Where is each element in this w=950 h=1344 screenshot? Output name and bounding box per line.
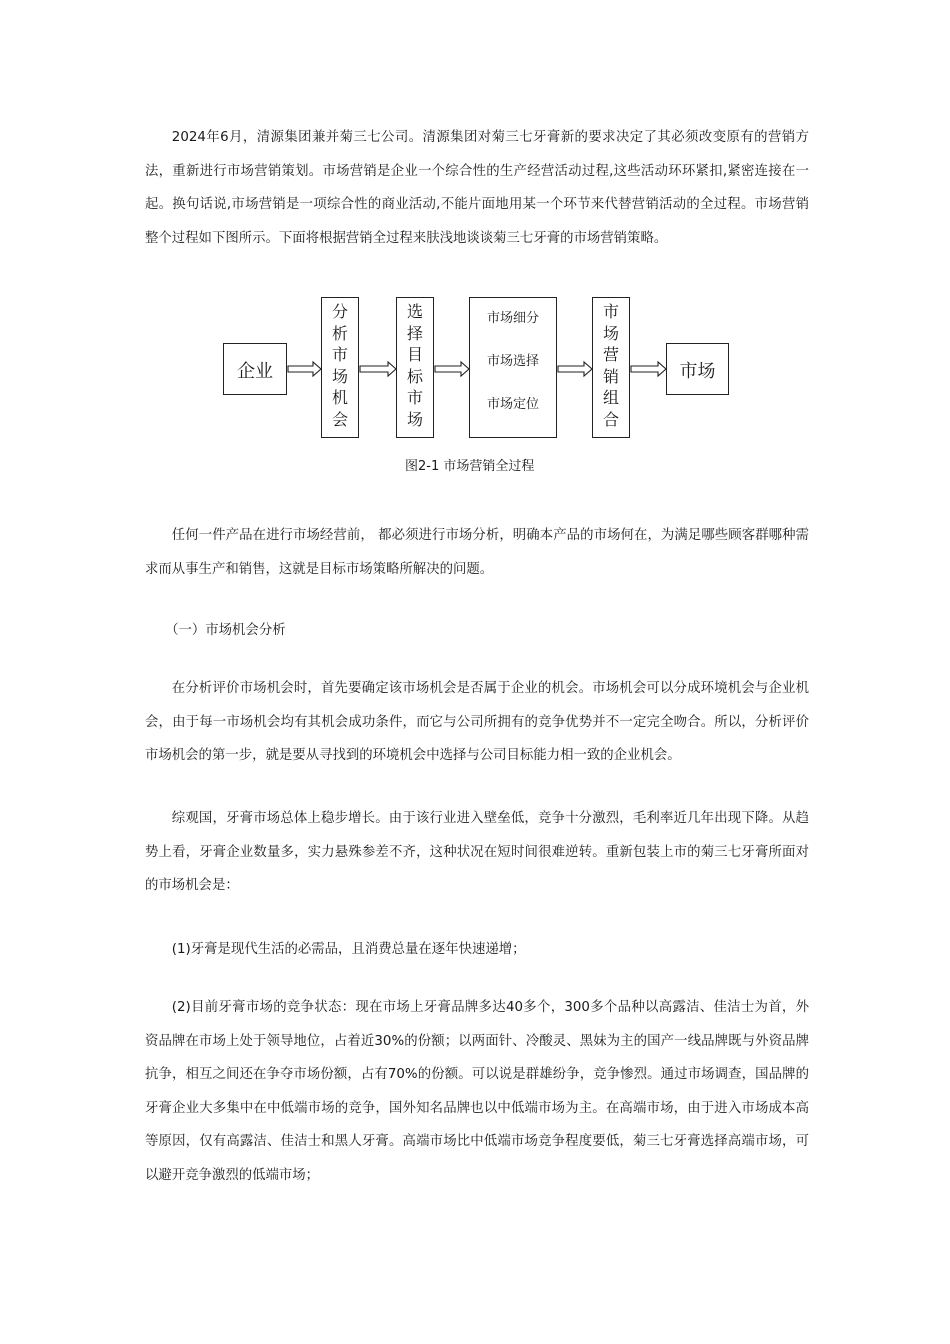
- arrow-1-icon: [288, 362, 321, 376]
- arrow-4-icon: [558, 362, 592, 376]
- paragraph-industry-overview: 综观国，牙膏市场总体上稳步增长。由于该行业进入壁垒低，竞争十分激烈，毛利率近几年出现下降。从趋势上看，牙膏企业数量多，实力悬殊参差不齐，这种状况在短时间很难逆转。重新包装上市的菊三七牙膏所面对的市场机会是：: [145, 811, 809, 893]
- paragraph-opportunity-eval: 在分析评价市场机会时，首先要确定该市场机会是否属于企业的机会。市场机会可以分成环境机会与企业机会，由于每一市场机会均有其机会成功条件，而它与公司所拥有的竞争优势并不一定完全吻合。所以，分析评价市场机会的第一步，就是要从寻找到的环境机会中选择与公司目标能力相一致的企业机会。: [145, 681, 809, 763]
- segment-line-2: 市场选择: [486, 354, 539, 369]
- paragraph-point-2: (2)目前牙膏市场的竞争状态：现在市场上牙膏品牌多达40多个，300多个品种以高露洁、佳洁士为首，外资品牌在市场上处于领导地位，占着近30%的份额；以两面针、冷酸灵、黑妹为主的国产一线品牌既与外资品牌抗争，相互之间还在争夺市场份额，占有70%的份额。可以说是群雄纷争，竞争惨烈。通过市场调查，国品牌的牙膏企业大多集中在中低端市场的竞争，国外知名品牌也以中低端市场为主。在高端市场，由于进入市场成本高等原因，仅有高露洁、佳洁士和黑人牙膏。高端市场比中低端市场竞争程度要低，菊三七牙膏选择高端市场，可以避开竞争激烈的低端市场；: [145, 1000, 809, 1183]
- box-select-label: 选 择 目 标 市 场: [406, 302, 423, 429]
- box-analyze-label: 分 析 市 场 机 会: [331, 302, 348, 429]
- box-mix-label: 市 场 营 销 组 合: [602, 302, 619, 429]
- segment-line-3: 市场定位: [486, 397, 539, 412]
- segment-line-1: 市场细分: [486, 311, 539, 326]
- box-enterprise-label: 企业: [237, 361, 273, 382]
- arrow-3-icon: [435, 362, 469, 376]
- box-market-label: 市场: [679, 361, 716, 382]
- paragraph-market-analysis: 任何一件产品在进行市场经营前， 都必须进行市场分析，明确本产品的市场何在，为满足哪些顾客群哪种需求而从事生产和销售，这就是目标市场策略所解决的问题。: [145, 528, 809, 577]
- paragraph-point-1: (1)牙膏是现代生活的必需品，且消费总量在逐年快速递增；: [171, 942, 526, 957]
- figure-caption: 图2-1 市场营销全过程: [405, 459, 535, 474]
- section-heading-opportunity: （一）市场机会分析: [165, 623, 286, 638]
- arrow-5-icon: [631, 362, 666, 376]
- arrow-2-icon: [360, 362, 396, 376]
- diagram-arrows: [0, 0, 950, 500]
- paragraph-intro: 2024年6月，清源集团兼并菊三七公司。清源集团对菊三七牙膏新的要求决定了其必须改变原有的营销方法，重新进行市场营销策划。市场营销是企业一个综合性的生产经营活动过程,这些活动环环紧扣,紧密连接在一起。换句话说,市场营销是一项综合性的商业活动,不能片面地用某一个环节来代替营销活动的全过程。市场营销整个过程如下图所示。下面将根据营销全过程来肤浅地谈谈菊三七牙膏的市场营销策略。: [145, 130, 809, 246]
